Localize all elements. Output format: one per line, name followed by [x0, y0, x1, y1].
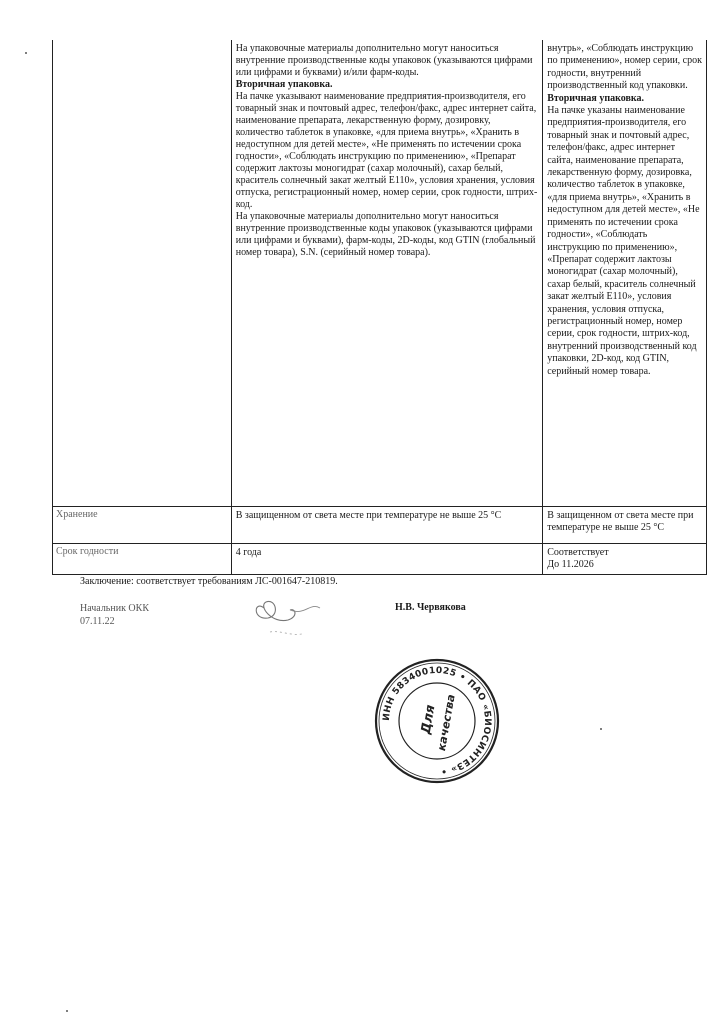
packaging-result-heading: Вторичная упаковка.	[547, 92, 644, 104]
table-row-shelf-life	[53, 543, 706, 574]
row-label-storage: Хранение	[53, 507, 232, 543]
storage-result-cell: В защищенном от света месте при температуре не выше 25 °С	[547, 510, 694, 534]
storage-requirement-cell: В защищенном от света месте при температуре не выше 25 °С	[232, 507, 544, 543]
stamp-ring-text: ИНН 5834001025 • ПАО «БИОСИНТЕЗ» •	[381, 665, 493, 776]
table-row-storage	[53, 506, 706, 543]
handwritten-signature	[250, 590, 370, 650]
specification-table	[52, 40, 707, 575]
shelf-life-result-cell	[543, 544, 706, 574]
packaging-req-para-3: На упаковочные материалы дополнительно могут наноситься внутренние производственные коды упаковок (указываются цифрами или цифрами и буквами), фарм-коды, 2D-коды, код GTIN (глобальный номер товара), S.N. (серийный номер товара).	[235, 211, 536, 258]
scan-speck	[66, 1010, 68, 1012]
shelf-life-requirement-cell: 4 года	[232, 544, 544, 574]
packaging-requirements-cell	[232, 40, 544, 506]
packaging-result-cell	[543, 40, 706, 506]
company-seal-stamp	[372, 656, 502, 786]
scan-speck	[25, 52, 27, 54]
stamp-center-line2: качества	[434, 693, 458, 752]
row-label-packaging	[53, 40, 232, 506]
packaging-req-para-2: На пачке указывают наименование предприятия-производителя, его товарный знак и почтовый адрес, телефон/факс, адрес интернет сайта, наименование препарата, лекарственную форму, дозировку, количество таблеток в упаковке, «для приема внутрь», «Хранить в недоступном для детей месте», «Не применять по истечении срока годности», «Соблюдать инструкцию по применению», «Препарат содержит лактозы моногидрат (сахар молочный), сахар белый, краситель солнечный закат желтый Е110», условия хранения, условия отпуска, регистрационный номер, номер серии, срок годности, штрих-код.	[235, 91, 538, 210]
row-label-shelf-life: Срок годности	[53, 544, 232, 574]
scan-speck	[600, 728, 602, 730]
packaging-req-heading: Вторичная упаковка.	[235, 79, 333, 90]
conclusion-text: Заключение: соответствует требованиям ЛС-001647-210819.	[80, 576, 338, 587]
signature-date: 07.11.22	[80, 616, 115, 627]
signatory-title: Начальник ОКК	[80, 603, 149, 614]
packaging-result-para-2: На пачке указаны наименование предприятия-производителя, его товарный знак и почтовый адрес, телефон/факс, адрес интернет сайта, наименование препарата, лекарственную форму, дозировка, количество таблеток в упаковке, «для приема внутрь», «Хранить в недоступном для детей месте», «Не применять по истечении срока годности», «Соблюдать инструкцию по применению», «Препарат содержит лактозы моногидрат (сахар молочный), сахар белый, краситель солнечный закат желтый Е110», условия хранения, условия отпуска, регистрационный номер, номер серии, срок годности, штрих-код, внутренний производственный код упаковки, 2D-код, код GTIN, серийный номер товара.	[547, 105, 700, 377]
signatory-name: Н.В. Червякова	[395, 602, 466, 613]
shelf-life-result-line1: Соответствует	[547, 547, 609, 558]
packaging-result-para-1: внутрь», «Соблюдать инструкцию по применению», номер серии, срок годности, внутренний производственный код упаковки.	[547, 43, 702, 92]
shelf-life-result-line2: До 11.2026	[547, 559, 594, 571]
packaging-req-para-1: На упаковочные материалы дополнительно могут наноситься внутренние производственные коды упаковок (указываются цифрами или цифрами и буквами) и/или фарм-коды.	[235, 43, 533, 78]
table-row-packaging	[53, 40, 706, 506]
signatory-position	[80, 602, 149, 628]
stamp-center-line1: Для	[418, 703, 439, 736]
